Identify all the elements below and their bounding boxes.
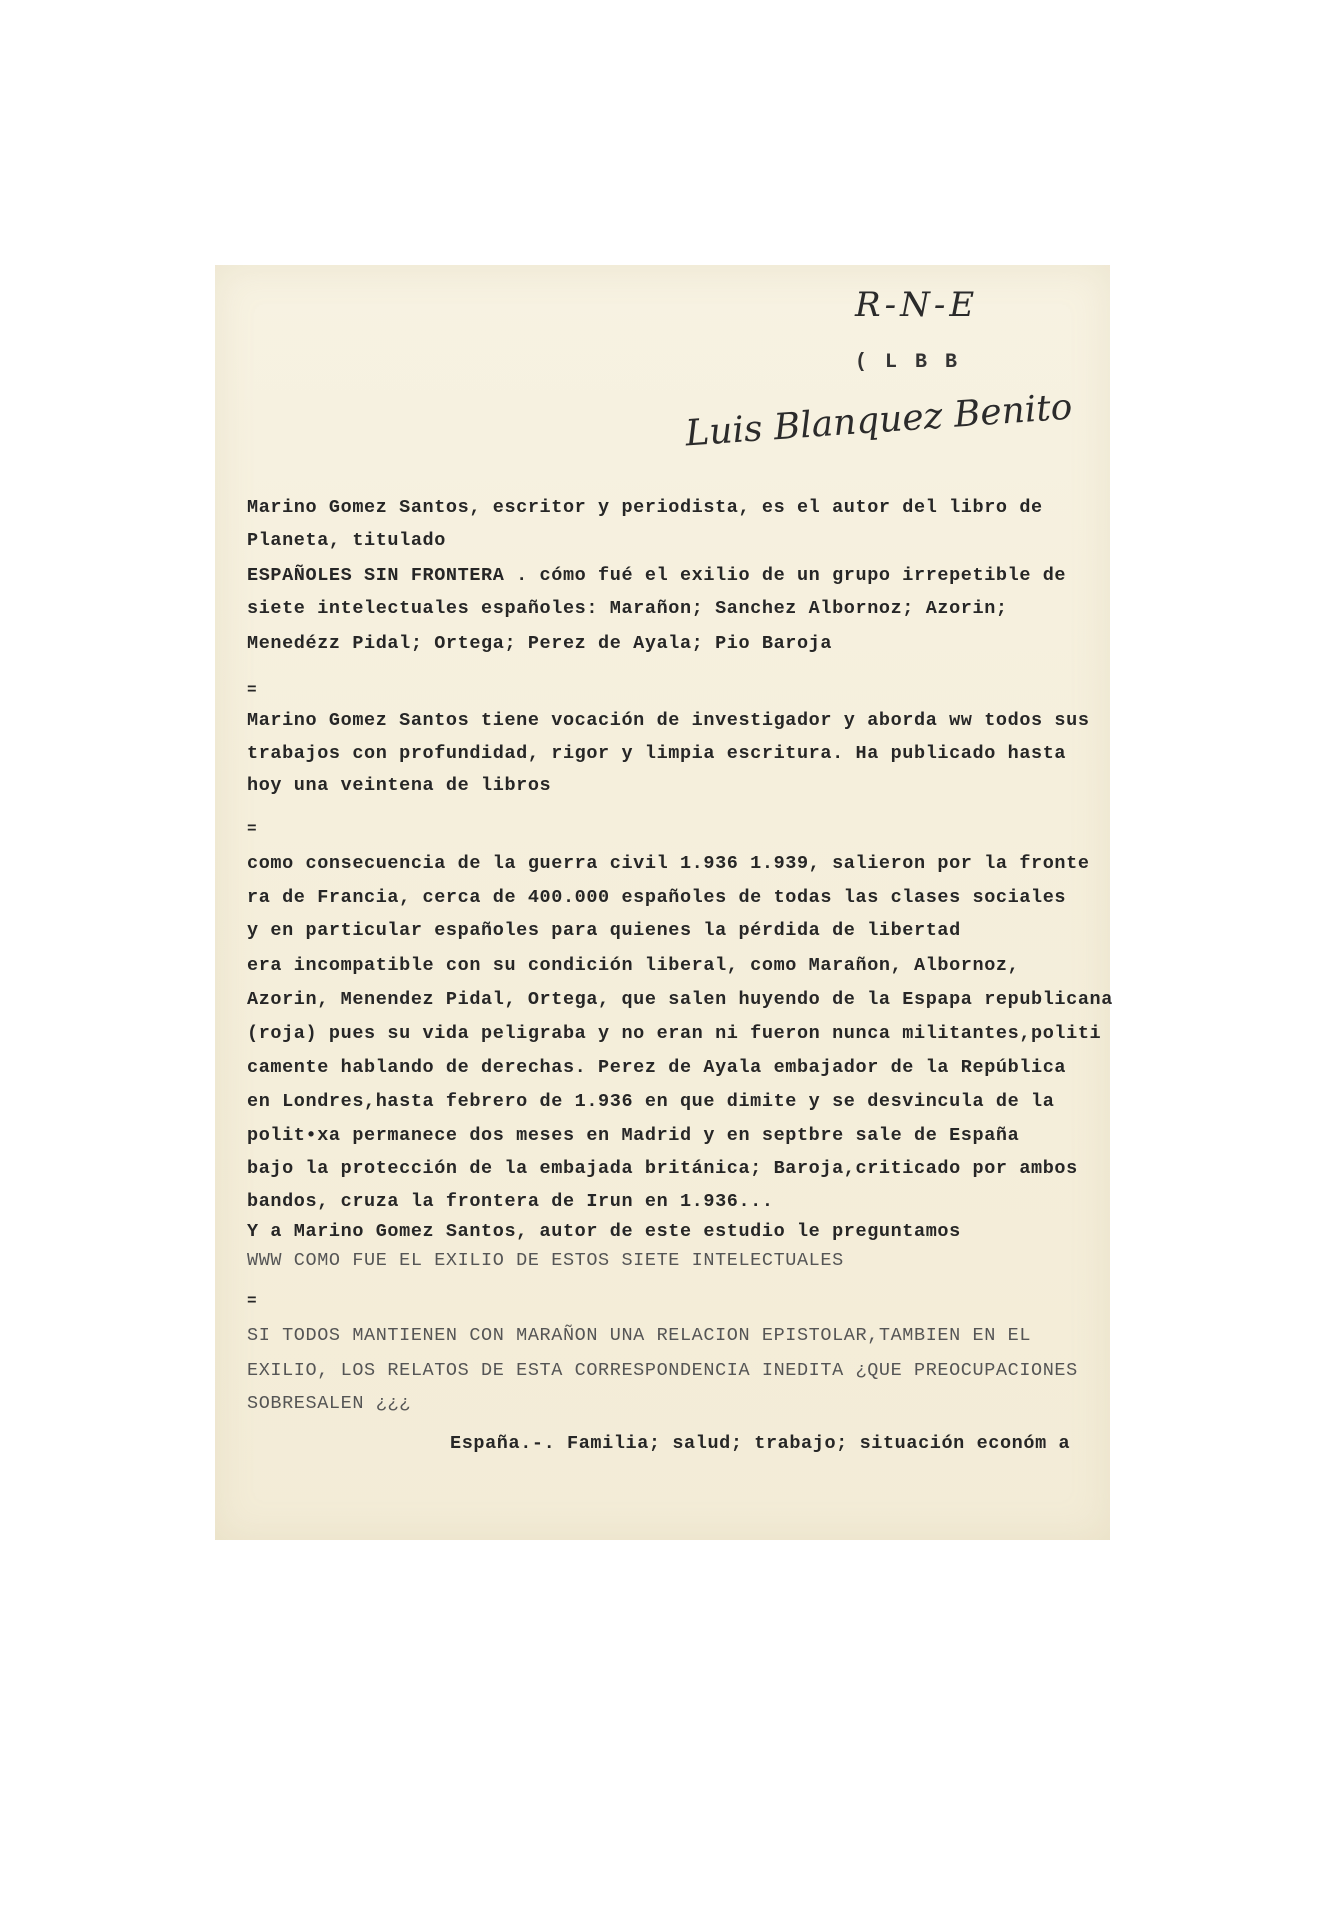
text-line: SI TODOS MANTIENEN CON MARAÑON UNA RELACION EPISTOLAR,TAMBIEN EN EL — [247, 1325, 1032, 1346]
text-line: España.-. Familia; salud; trabajo; situación económ a — [450, 1433, 1071, 1454]
text-line: Azorin, Menendez Pidal, Ortega, que salen huyendo de la Espapa republicana — [247, 989, 1113, 1010]
text-line: hoy una veintena de libros — [247, 775, 552, 796]
text-line: y en particular españoles para quienes la pérdida de libertad — [247, 920, 961, 941]
text-line: ESPAÑOLES SIN FRONTERA . cómo fué el exilio de un grupo irrepetible de — [247, 565, 1067, 586]
text-line: como consecuencia de la guerra civil 1.936 1.939, salieron por la fronte — [247, 853, 1090, 874]
handwritten-signature: Luis Blanquez Benito — [684, 386, 1074, 455]
separator-mark: = — [247, 681, 258, 699]
text-line: polit•xa permanece dos meses en Madrid y en septbre sale de España — [247, 1125, 1020, 1146]
text-line: en Londres,hasta febrero de 1.936 en que dimite y se desvincula de la — [247, 1091, 1055, 1112]
typed-initials: ( L B B — [855, 351, 961, 374]
separator-mark: = — [247, 820, 258, 838]
text-line: (roja) pues su vida peligraba y no eran ni fueron nunca militantes,politi — [247, 1023, 1102, 1044]
text-line: camente hablando de derechas. Perez de Ayala embajador de la República — [247, 1057, 1067, 1078]
text-line: siete intelectuales españoles: Marañon; Sanchez Albornoz; Azorin; — [247, 598, 1008, 619]
text-line: ra de Francia, cerca de 400.000 españoles de todas las clases sociales — [247, 887, 1067, 908]
text-line: Marino Gomez Santos tiene vocación de investigador y aborda ww todos sus — [247, 710, 1090, 731]
text-line: Marino Gomez Santos, escritor y periodista, es el autor del libro de — [247, 497, 1043, 518]
text-line: bajo la protección de la embajada británica; Baroja,criticado por ambos — [247, 1158, 1078, 1179]
text-line: bandos, cruza la frontera de Irun en 1.936... — [247, 1191, 774, 1212]
typed-document-page — [215, 265, 1113, 1540]
handwritten-note: R-N-E — [855, 285, 979, 325]
text-line: Planeta, titulado — [247, 530, 446, 551]
text-line: EXILIO, LOS RELATOS DE ESTA CORRESPONDENCIA INEDITA ¿QUE PREOCUPACIONES — [247, 1360, 1078, 1381]
text-line: WWW COMO FUE EL EXILIO DE ESTOS SIETE INTELECTUALES — [247, 1250, 844, 1271]
text-line: SOBRESALEN ¿¿¿ — [247, 1393, 411, 1414]
text-line: trabajos con profundidad, rigor y limpia escritura. Ha publicado hasta — [247, 743, 1067, 764]
separator-mark: = — [247, 1292, 258, 1310]
text-line: Y a Marino Gomez Santos, autor de este estudio le preguntamos — [247, 1221, 961, 1242]
text-line: Menedézz Pidal; Ortega; Perez de Ayala; Pio Baroja — [247, 633, 833, 654]
text-line: era incompatible con su condición liberal, como Marañon, Albornoz, — [247, 955, 1020, 976]
